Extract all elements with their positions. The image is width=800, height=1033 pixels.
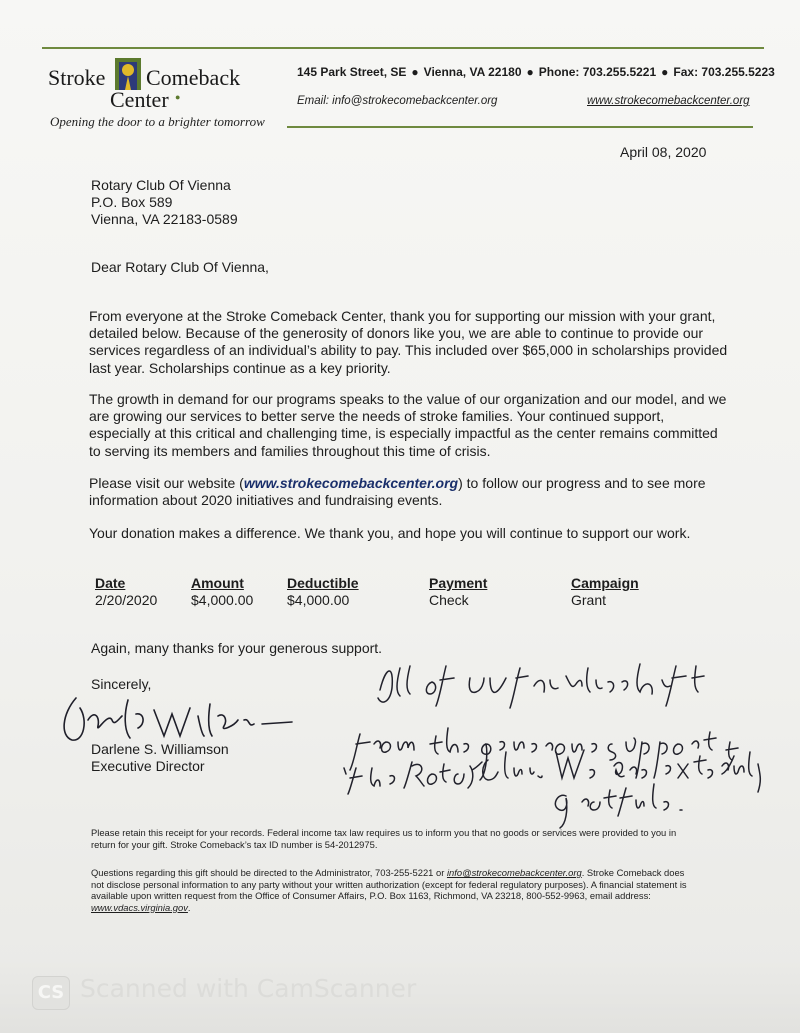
recipient-address (91, 177, 238, 229)
letterhead-website: www.strokecomebackcenter.org (587, 95, 750, 107)
paragraph-donation (89, 525, 729, 542)
column-header-campaign: Campaign (571, 575, 639, 591)
cell-date: 2/20/2020 (95, 592, 158, 608)
fine-print-text: Questions regarding this gift should be directed to the Administrator, 703-255-5221 or (91, 867, 447, 878)
letterhead-email: Email: info@strokecomebackcenter.org (297, 95, 498, 107)
paragraph-text: The growth in demand for our programs speaks to the value of our organization and our model, and we are growing our services to better serve the needs of stroke families. Your continued support, especially at this critical and challenging time, is especially impactful as the center remains committed to serving its members and families throughout this time of crisis. (89, 391, 727, 459)
paragraph-website (89, 475, 729, 509)
logo-word-center: Center (110, 87, 169, 112)
letter-date: April 08, 2020 (620, 144, 707, 160)
cell-deductible: $4,000.00 (287, 592, 350, 608)
paragraph-thanks (89, 308, 729, 377)
admin-email-link[interactable]: info@strokecomebackcenter.org (446, 867, 582, 878)
closing-sincerely: Sincerely, (91, 676, 152, 692)
paragraph-text: ) to follow our progress and to see more information about 2020 initiatives and fundraising events. (89, 475, 706, 509)
column-header-date: Date (95, 575, 126, 591)
recipient-line: P.O. Box 589 (91, 194, 173, 211)
letterhead-address: 145 Park Street, SE (297, 65, 407, 79)
paragraph-text: Your donation makes a difference. We thank you, and hope you will continue to support our work. (89, 525, 691, 541)
vdacs-link[interactable]: www.vdacs.virginia.gov (91, 901, 188, 913)
letterhead-phone: Phone: 703.255.5221 (538, 65, 657, 79)
camscanner-text: Scanned with CamScanner (80, 974, 417, 1003)
closing-thanks: Again, many thanks for your generous support. (91, 640, 383, 656)
letterhead-contact-line (297, 65, 775, 79)
disclosure-notice (91, 867, 691, 913)
signer-name: Darlene S. Williamson (91, 741, 229, 757)
stroke-comeback-logo (48, 56, 270, 132)
salutation: Dear Rotary Club Of Vienna, (91, 259, 269, 275)
logo-tagline: Opening the door to a brighter tomorrow (50, 114, 265, 129)
column-header-amount: Amount (191, 575, 244, 591)
logo-word-comeback: Comeback (146, 65, 241, 90)
fine-print-text: Please retain this receipt for your records. Federal income tax law requires us to inform you that no goods or services were provided to you in return for your gift. Stroke Comeback’s tax ID number is 54-2012975. (91, 827, 677, 850)
recipient-line: Rotary Club Of Vienna (91, 177, 231, 193)
letterhead-city: Vienna, VA 22180 (423, 65, 522, 79)
receipt-notice (91, 827, 691, 850)
camscanner-watermark (0, 958, 800, 1033)
cell-payment: Check (429, 592, 469, 608)
bullet-icon: ● (411, 65, 419, 79)
fine-print-text: . (187, 901, 191, 913)
donation-table (95, 575, 715, 611)
letterhead-top-rule (42, 47, 764, 49)
logo-bullet-icon: ● (175, 92, 181, 102)
letterhead-fax: Fax: 703.255.5223 (673, 65, 775, 79)
bullet-icon: ● (661, 65, 669, 79)
fine-print-text: . Stroke Comeback does not disclose personal information to any party without your written authorization (except for federal regulatory purposes). A financial statement is available upon written request from the Office of Consumer Affairs, P.O. Box 1163, Richmond, VA 23218, 800-552-9963, email address: (91, 867, 687, 902)
bullet-icon: ● (526, 65, 534, 79)
handwritten-signature (58, 690, 298, 748)
paragraph-text: Please visit our website ( (89, 475, 244, 491)
signer-title: Executive Director (91, 758, 205, 774)
column-header-deductible: Deductible (287, 575, 359, 591)
camscanner-icon: CS (32, 976, 70, 1010)
column-header-payment: Payment (429, 575, 488, 591)
recipient-line: Vienna, VA 22183-0589 (91, 211, 238, 228)
letterhead-contact-rule (287, 126, 753, 128)
cell-campaign: Grant (571, 592, 607, 608)
website-link[interactable]: www.strokecomebackcenter.org (243, 475, 459, 491)
paragraph-growth (89, 391, 729, 460)
logo-word-stroke: Stroke (48, 65, 106, 90)
cell-amount: $4,000.00 (191, 592, 254, 608)
handwritten-note (320, 656, 770, 836)
paragraph-text: From everyone at the Stroke Comeback Center, thank you for supporting our mission with your grant, detailed below. Because of the generosity of donors like you, we are able to continue to provide our services regardless of an individual’s ability to pay. This included over $65,000 in scholarships provided last year. Scholarships continue as a key priority. (89, 308, 728, 376)
